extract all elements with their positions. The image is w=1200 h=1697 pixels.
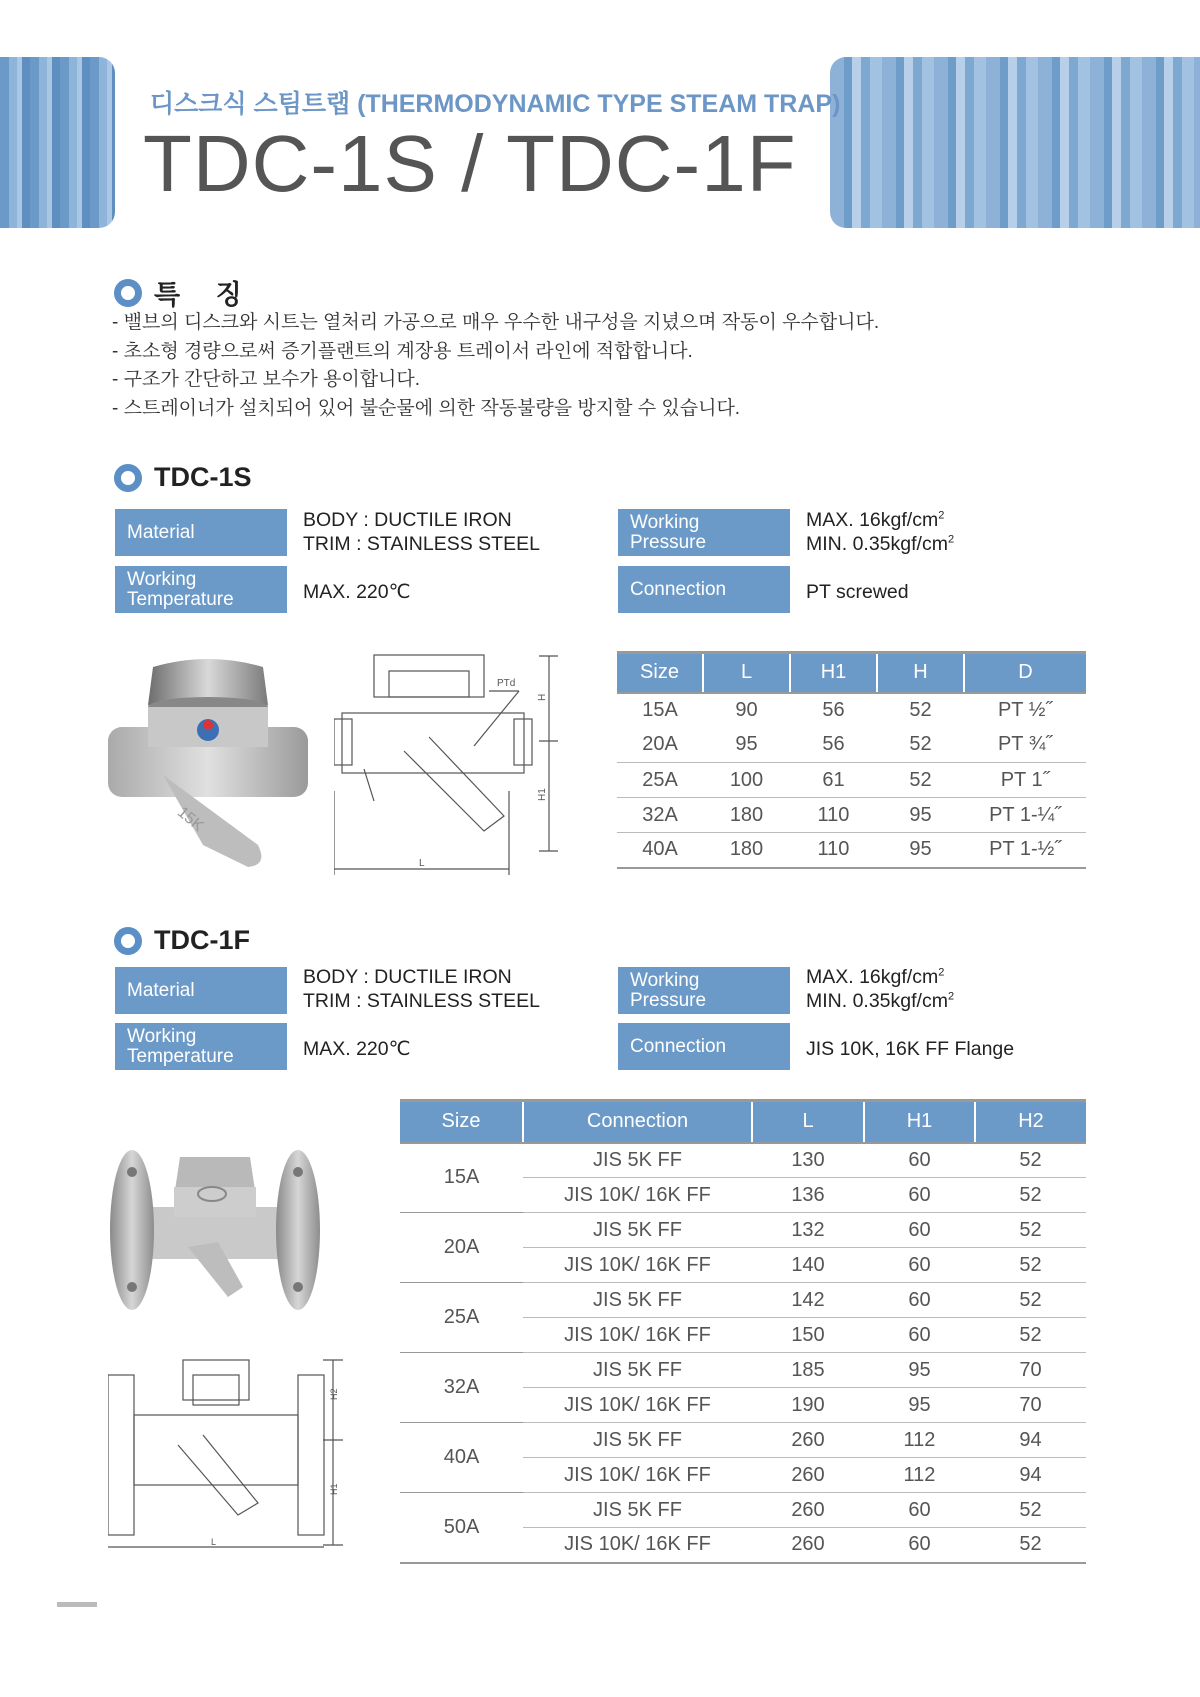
cell-h: 95 [877,833,964,868]
cell-connection: JIS 10K/ 16K FF [523,1318,752,1353]
page-subtitle: 디스크식 스팀트랩 (THERMODYNAMIC TYPE STEAM TRAP) [150,90,841,118]
cell-size: 20A [400,1213,523,1283]
cell-h2: 94 [975,1458,1086,1493]
cell-d: PT 1-¼˝ [964,798,1086,833]
cell-size: 15A [617,693,703,728]
cell-h2: 70 [975,1388,1086,1423]
cell-h2: 70 [975,1353,1086,1388]
table-header: H2 [975,1101,1086,1143]
pressure-max: MAX. 16kgf/cm [806,966,939,988]
table-header: H [877,653,964,693]
cell-connection: JIS 10K/ 16K FF [523,1178,752,1213]
list-item: - 스트레이너가 설치되어 있어 불순물에 의한 작동불량을 방지할 수 있습니다. [112,397,741,419]
cell-h1: 112 [864,1458,975,1493]
cell-connection: JIS 5K FF [523,1213,752,1248]
cell-h2: 52 [1019,1148,1042,1171]
page-marker [57,1602,97,1607]
pressure-label [618,967,790,1014]
cell-h: 52 [877,763,964,798]
cell-h1: 60 [908,1148,931,1171]
list-item: - 밸브의 디스크와 시트는 열처리 가공으로 매우 우수한 내구성을 지녔으며 작동이 우수합니다. [112,312,880,333]
temperature-label-line2: Temperature [127,1045,234,1067]
cell-h2: 94 [975,1423,1086,1458]
table-header: Connection [523,1101,752,1143]
cell-h1: 60 [864,1178,975,1213]
cell-h1: 110 [790,798,877,833]
pressure-label-line2: Pressure [630,531,707,553]
cell-l: 260 [752,1493,864,1528]
pressure-min-exp: 2 [947,533,955,546]
cell-h1: 60 [864,1283,975,1318]
cell-connection: JIS 5K FF [523,1493,752,1528]
drawing-label-h1: H1 [537,788,548,801]
cell-connection: JIS 10K/ 16K FF [523,1458,752,1493]
cell-l: 260 [752,1528,864,1563]
cell-connection: JIS 5K FF [523,1423,752,1458]
pressure-min-exp: 2 [947,990,955,1003]
material-body: BODY : DUCTILE IRON [303,509,512,531]
pressure-label-line1: Working [630,969,700,991]
material-body: BODY : DUCTILE IRON [303,966,512,988]
cell-h1: 60 [864,1528,975,1563]
table-header: H1 [864,1101,975,1143]
material-trim: TRIM : STAINLESS STEEL [303,990,540,1012]
table-header: D [964,653,1086,693]
list-item: - 초소형 경량으로써 증기플랜트의 계장용 트레이서 라인에 적합합니다. [112,340,693,362]
cell-size: 32A [617,798,703,833]
cell-l: 142 [752,1283,864,1318]
cell-d: PT 1˝ [964,763,1086,798]
temperature-label-line2: Temperature [127,588,234,610]
cell-size: 50A [400,1493,523,1563]
table-header: Size [400,1101,523,1143]
page-title: TDC-1S / TDC-1F [143,119,797,208]
connection-label: Connection [618,1023,790,1070]
cell-l: 95 [735,733,758,756]
material-label: Material [115,509,287,556]
cell-l: 190 [752,1388,864,1423]
pressure-max-exp: 2 [938,966,945,979]
pressure-max: MAX. 16kgf/cm [806,509,939,531]
connection-value: PT screwed [806,581,909,603]
drawing-label-l: L [419,858,425,869]
cell-l: 180 [703,833,790,868]
cell-size: 40A [617,833,703,868]
table-row [400,1143,1086,1178]
features-heading [114,273,256,312]
table-header: L [703,653,790,693]
features-heading-label: 특 징 [154,280,256,310]
cell-l: 180 [703,798,790,833]
cell-h1: 112 [864,1423,975,1458]
cell-h2: 52 [975,1493,1086,1528]
cell-size: 40A [400,1423,523,1493]
pressure-min: MIN. 0.35kgf/cm [806,990,948,1012]
tdc1s-heading-label: TDC-1S [154,462,252,492]
table-row [617,728,1086,763]
drawing-label-ptd: PTd [497,678,516,689]
cell-h1: 95 [864,1388,975,1423]
header-stripe-right [830,57,1200,228]
cell-h: 95 [877,798,964,833]
connection-label: Connection [618,566,790,613]
table-row [617,833,1086,868]
cell-l: 185 [752,1353,864,1388]
tdc1f-heading-label: TDC-1F [154,925,250,955]
pressure-value [806,508,954,556]
cell-size: 32A [400,1353,523,1423]
pressure-value [806,965,954,1013]
cell-h1: 61 [790,763,877,798]
material-trim: TRIM : STAINLESS STEEL [303,533,540,555]
table-row [617,693,1086,728]
cell-l: 100 [703,763,790,798]
tdc1f-size-table [400,1099,1086,1564]
cell-size: 25A [617,763,703,798]
table-row [400,1423,1086,1458]
table-row [400,1213,1086,1248]
cell-connection: JIS 10K/ 16K FF [523,1248,752,1283]
cell-l: 260 [752,1458,864,1493]
table-row [617,763,1086,798]
table-header: H1 [790,653,877,693]
cell-h2: 52 [975,1248,1086,1283]
material-label: Material [115,967,287,1014]
cell-h1: 60 [864,1493,975,1528]
temperature-label-line1: Working [127,1025,197,1047]
header-stripe-left [0,57,115,228]
pressure-label-line2: Pressure [630,989,707,1011]
table-row [400,1493,1086,1528]
cell-l: 90 [703,693,790,728]
cell-h1: 60 [864,1248,975,1283]
cell-d: PT ¾˝ [997,733,1053,756]
table-row [400,1353,1086,1388]
table-header: Size [617,653,703,693]
connection-value: JIS 10K, 16K FF Flange [806,1038,1015,1060]
drawing-label-h: H [537,693,548,701]
pressure-label-line1: Working [630,511,700,533]
material-value [303,965,540,1013]
cell-h1: 95 [864,1353,975,1388]
table-row [400,1283,1086,1318]
cell-l: 136 [752,1178,864,1213]
cell-connection: JIS 5K FF [523,1283,752,1318]
tdc1f-dimension-drawing [108,1355,343,1553]
cell-connection: JIS 10K/ 16K FF [523,1528,752,1563]
tdc1s-heading [114,462,252,493]
cell-connection: JIS 5K FF [593,1148,682,1171]
cell-h1: 110 [790,833,877,868]
drawing-label-h2: H2 [329,1388,339,1400]
cell-h1: 60 [864,1318,975,1353]
temperature-value: MAX. 220℃ [303,1038,411,1060]
temperature-label [115,566,287,613]
cell-size: 20A [642,733,678,756]
cell-h: 52 [877,693,964,728]
temperature-value: MAX. 220℃ [303,581,411,603]
pressure-max-exp: 2 [938,509,945,522]
cell-l: 132 [752,1213,864,1248]
features-list [112,309,1012,423]
cell-h1: 56 [822,733,845,756]
tdc1f-product-photo [108,1147,323,1315]
cell-h2: 52 [975,1528,1086,1563]
tdc1f-heading [114,925,250,956]
cell-h2: 52 [975,1213,1086,1248]
tdc1s-product-photo [108,655,308,869]
svg-text:15K: 15K [173,803,207,836]
cell-d: PT 1-½˝ [964,833,1086,868]
pressure-min: MIN. 0.35kgf/cm [806,533,948,555]
pressure-label [618,509,790,556]
cell-connection: JIS 10K/ 16K FF [523,1388,752,1423]
bullet-ring-icon [114,927,142,955]
material-value [303,508,540,556]
bullet-ring-icon [114,279,142,307]
cell-size: 15A [443,1166,480,1189]
cell-h1: 56 [790,693,877,728]
cell-connection: JIS 5K FF [523,1353,752,1388]
cell-l: 260 [752,1423,864,1458]
cell-l: 140 [752,1248,864,1283]
bullet-ring-icon [114,464,142,492]
cell-l: 130 [791,1148,825,1171]
cell-h: 52 [909,733,932,756]
table-header: L [752,1101,864,1143]
list-item: - 구조가 간단하고 보수가 용이합니다. [112,369,421,390]
table-row [617,798,1086,833]
cell-h2: 52 [975,1178,1086,1213]
cell-d: PT ½˝ [964,693,1086,728]
cell-l: 150 [752,1318,864,1353]
temperature-label-line1: Working [127,568,197,590]
tdc1s-size-table [617,651,1086,869]
drawing-label-h1: H1 [329,1483,339,1495]
cell-h1: 60 [864,1213,975,1248]
temperature-label [115,1023,287,1070]
cell-h2: 52 [975,1318,1086,1353]
cell-size: 25A [400,1283,523,1353]
drawing-label-l: L [211,1537,217,1547]
tdc1s-dimension-drawing [334,651,558,877]
cell-h2: 52 [975,1283,1086,1318]
